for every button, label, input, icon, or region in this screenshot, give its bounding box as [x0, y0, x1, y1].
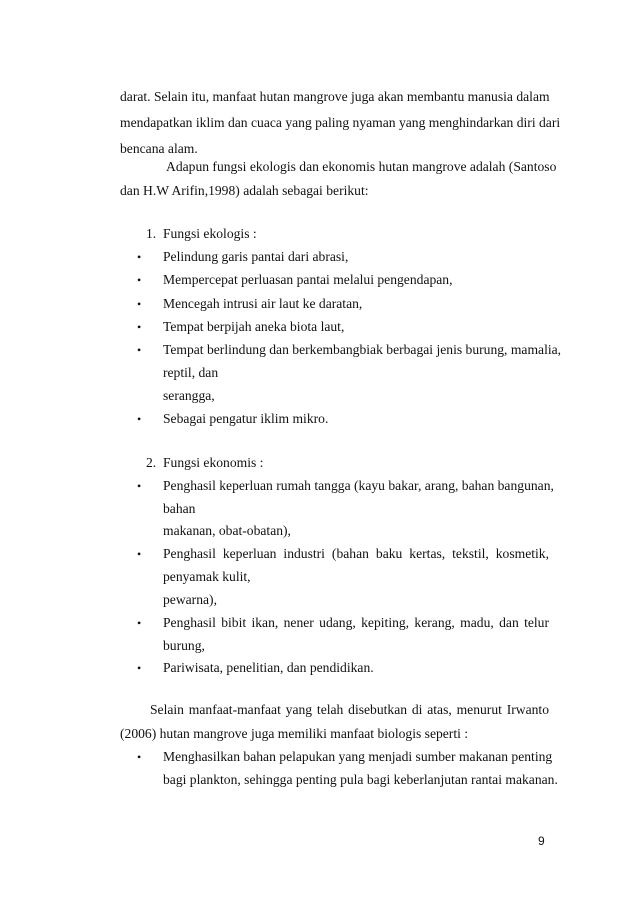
list-item-continuation: reptil, dan — [163, 365, 219, 380]
closing-line-2: (2006) hutan mangrove juga memiliki manfaat biologis seperti : — [120, 726, 469, 741]
list-item-continuation: bagi plankton, sehingga penting pula bagi keberlanjutan rantai makanan. — [163, 772, 558, 787]
list-item-continuation: serangga, — [163, 388, 215, 403]
bullet-icon: • — [137, 297, 142, 311]
bullet-icon: • — [137, 250, 142, 264]
list-item: Penghasil bibit ikan, nener udang, kepiting, kerang, madu, dan telur — [163, 615, 549, 630]
bullet-icon: • — [137, 547, 142, 561]
list-item: Sebagai pengatur iklim mikro. — [163, 411, 329, 426]
list-item: Tempat berpijah aneka biota laut, — [163, 319, 345, 334]
bullet-icon: • — [137, 412, 142, 426]
bullet-icon: • — [137, 661, 142, 675]
intro-line-2: mendapatkan iklim dan cuaca yang paling nyaman yang menghindarkan diri dari — [120, 115, 561, 130]
intro-line-5: dan H.W Arifin,1998) adalah sebagai berikut: — [120, 183, 369, 198]
intro-line-4: Adapun fungsi ekologis dan ekonomis hutan mangrove adalah (Santoso — [166, 159, 557, 174]
list-item: Menghasilkan bahan pelapukan yang menjadi sumber makanan penting — [163, 749, 553, 764]
list-item: Mencegah intrusi air laut ke daratan, — [163, 296, 363, 311]
list-item-continuation: pewarna), — [163, 592, 217, 607]
bullet-icon: • — [137, 616, 142, 630]
list-item: Mempercepat perluasan pantai melalui pengendapan, — [163, 272, 453, 287]
section-2-number: 2. — [146, 455, 157, 470]
intro-line-1: darat. Selain itu, manfaat hutan mangrove juga akan membantu manusia dalam — [120, 89, 550, 104]
section-1-number: 1. — [146, 226, 157, 241]
list-item: Penghasil keperluan rumah tangga (kayu bakar, arang, bahan bangunan, — [163, 478, 554, 493]
bullet-icon: • — [137, 750, 142, 764]
bullet-icon: • — [137, 479, 142, 493]
list-item-continuation: makanan, obat-obatan), — [163, 523, 291, 538]
section-1-title: Fungsi ekologis : — [163, 226, 257, 241]
bullet-icon: • — [137, 320, 142, 334]
closing-line-1: Selain manfaat-manfaat yang telah disebutkan di atas, menurut Irwanto — [150, 702, 549, 717]
list-item: Penghasil keperluan industri (bahan baku kertas, tekstil, kosmetik, — [163, 546, 549, 561]
section-2-title: Fungsi ekonomis : — [163, 455, 264, 470]
bullet-icon: • — [137, 343, 142, 357]
bullet-icon: • — [137, 273, 142, 287]
list-item: Pelindung garis pantai dari abrasi, — [163, 249, 349, 264]
intro-line-3: bencana alam. — [120, 141, 198, 156]
list-item-continuation: penyamak kulit, — [163, 569, 251, 584]
list-item-continuation: bahan — [163, 501, 196, 516]
list-item-continuation: burung, — [163, 638, 205, 653]
list-item: Pariwisata, penelitian, dan pendidikan. — [163, 660, 374, 675]
list-item: Tempat berlindung dan berkembangbiak berbagai jenis burung, mamalia, — [163, 342, 562, 357]
page-number: 9 — [538, 834, 545, 848]
